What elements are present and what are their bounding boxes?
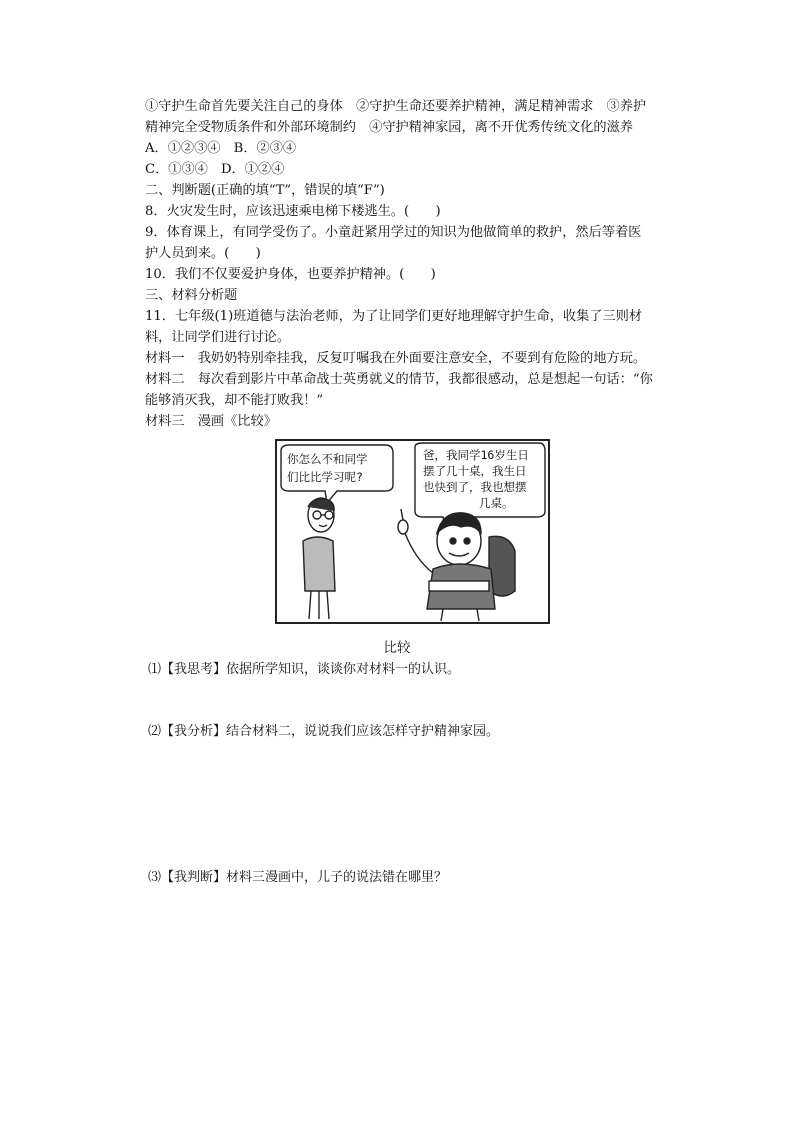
son-line-2: 摆了几十桌，我生日 bbox=[423, 464, 527, 478]
son-figure bbox=[398, 509, 515, 621]
q7-options-line1: A．①②③④ B．②③④ bbox=[145, 141, 297, 156]
subquestion-2: ⑵【我分析】结合材料二，说说我们应该怎样守护精神家园。 bbox=[148, 724, 500, 739]
q7-options-line2: C．①③④ D．①②④ bbox=[145, 162, 285, 177]
question-11-line1: 11．七年级(1)班道德与法治老师，为了让同学们更好地理解守护生命，收集了三则材 bbox=[145, 309, 643, 324]
material-two-line2: 能够消灭我，却不能打败我！” bbox=[145, 393, 324, 408]
son-line-3: 也快到了，我也想摆 bbox=[423, 480, 527, 494]
question-9-line1: 9．体育课上，有同学受伤了。小童赶紧用学过的知识为他做简单的救护，然后等着医 bbox=[145, 225, 642, 240]
comic-illustration bbox=[275, 439, 550, 624]
father-line-1: 你怎么不和同学 bbox=[287, 452, 368, 466]
question-9-line2: 护人员到来。( ) bbox=[145, 246, 261, 261]
question-10: 10．我们不仅要爱护身体，也要养护精神。( ) bbox=[145, 267, 436, 282]
material-three: 材料三 漫画《比较》 bbox=[145, 414, 277, 429]
question-11-line2: 料，让同学们进行讨论。 bbox=[145, 330, 291, 345]
son-line-1: 爸，我同学16岁生日 bbox=[423, 448, 529, 462]
father-line-2: 们比比学习呢? bbox=[287, 470, 363, 484]
section-judgment-title: 二、判断题(正确的填“T”，错误的填“F”) bbox=[145, 183, 385, 198]
q7-stem-line2: 精神完全受物质条件和外部环境制约 ④守护精神家园，离不开优秀传统文化的滋养 bbox=[145, 120, 633, 135]
son-line-4: 几桌。 bbox=[479, 496, 514, 510]
question-8: 8．火灾发生时，应该迅速乘电梯下楼逃生。( ) bbox=[145, 204, 441, 219]
q7-stem-line1: ①守护生命首先要关注自己的身体 ②守护生命还要养护精神，满足精神需求 ③养护 bbox=[145, 99, 647, 114]
father-figure bbox=[303, 498, 335, 619]
subquestion-1: ⑴【我思考】依据所学知识，谈谈你对材料一的认识。 bbox=[148, 662, 461, 677]
section-material-title: 三、材料分析题 bbox=[145, 288, 238, 303]
material-two-line1: 材料二 每次看到影片中革命战士英勇就义的情节，我都很感动，总是想起一句话：“你 bbox=[145, 372, 653, 387]
subquestion-3: ⑶【我判断】材料三漫画中，儿子的说法错在哪里？ bbox=[148, 870, 448, 885]
comic-caption: 比较 bbox=[383, 640, 411, 656]
material-one: 材料一 我奶奶特别牵挂我，反复叮嘱我在外面要注意安全，不要到有危险的地方玩。 bbox=[145, 351, 647, 366]
